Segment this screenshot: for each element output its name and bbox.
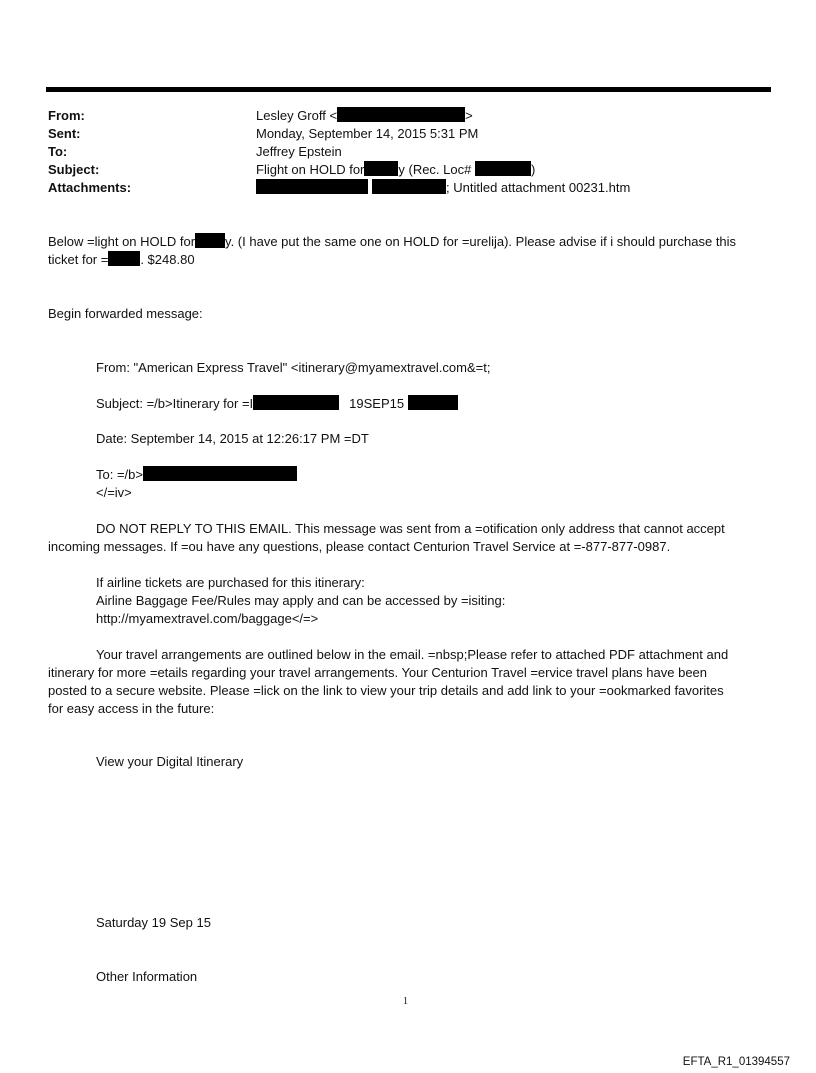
- attachments-value: ; Untitled attachment 00231.htm: [256, 179, 630, 197]
- arrangements-line-2: itinerary for more =etails regarding your travel arrangements. Your Centurion Travel =ervice travel plans have been: [48, 665, 708, 680]
- intro-line-1: Below =light on HOLD for y. (I have put the same one on HOLD for =urelija). Please advise if i should purchase this: [48, 234, 737, 249]
- page-number: 1: [403, 996, 408, 1007]
- header-divider: [46, 87, 771, 92]
- arrangements-line-4: for easy access in the future:: [48, 701, 215, 716]
- redaction-block: [108, 251, 140, 266]
- arrangements-line-3: posted to a secure website. Please =lick on the link to view your trip details and add link to your =ookmarked favorites: [48, 683, 724, 698]
- redaction-block: [408, 395, 458, 410]
- arrangements-line-1: Your travel arrangements are outlined below in the email. =nbsp;Please refer to attached PDF attachment and: [96, 647, 729, 662]
- notice-line-2: incoming messages. If =ou have any questions, please contact Centurion Travel Service at =-877-877-0987.: [48, 539, 671, 554]
- from-value: Lesley Groff < >: [256, 108, 473, 123]
- redaction-block: [372, 179, 446, 194]
- attachments-label: Attachments:: [48, 180, 132, 195]
- forwarded-subject-line: Subject: =/b>Itinerary for =I 19SEP15: [96, 395, 458, 413]
- document-id: EFTA_R1_01394557: [682, 1056, 790, 1068]
- itinerary-date-heading: Saturday 19 Sep 15: [96, 915, 211, 930]
- redaction-block: [253, 395, 339, 410]
- airline-line-1: If airline tickets are purchased for this itinerary:: [96, 575, 365, 590]
- redaction-block: [143, 466, 297, 481]
- div-close-tag: </=iv>: [96, 485, 132, 500]
- other-information-heading: Other Information: [96, 969, 198, 984]
- redaction-block: [364, 161, 398, 176]
- forwarded-to-line: To: =/b>: [96, 466, 297, 484]
- sent-label: Sent:: [48, 126, 81, 141]
- to-label: To:: [48, 144, 68, 159]
- airline-line-2: Airline Baggage Fee/Rules may apply and can be accessed by =isiting:: [96, 593, 506, 608]
- redaction-block: [475, 161, 531, 176]
- redaction-block: [337, 107, 465, 122]
- from-label: From:: [48, 108, 85, 123]
- forwarded-from-line: From: "American Express Travel" <itinerary@myamextravel.com&=t;: [96, 360, 491, 375]
- baggage-url: http://myamextravel.com/baggage</=>: [96, 611, 319, 626]
- redaction-block: [195, 233, 225, 248]
- redaction-block: [256, 179, 368, 194]
- subject-value: Flight on HOLD for y (Rec. Loc# ): [256, 162, 536, 177]
- forwarded-message-label: Begin forwarded message:: [48, 306, 203, 321]
- sent-value: Monday, September 14, 2015 5:31 PM: [256, 126, 479, 141]
- intro-line-2: ticket for = . $248.80: [48, 252, 195, 267]
- to-value: Jeffrey Epstein: [256, 144, 342, 159]
- notice-line-1: DO NOT REPLY TO THIS EMAIL. This message was sent from a =otification only address that cannot accept: [96, 521, 725, 536]
- view-itinerary-link[interactable]: View your Digital Itinerary: [96, 754, 244, 769]
- forwarded-date-line: Date: September 14, 2015 at 12:26:17 PM =DT: [96, 431, 369, 446]
- subject-label: Subject:: [48, 162, 100, 177]
